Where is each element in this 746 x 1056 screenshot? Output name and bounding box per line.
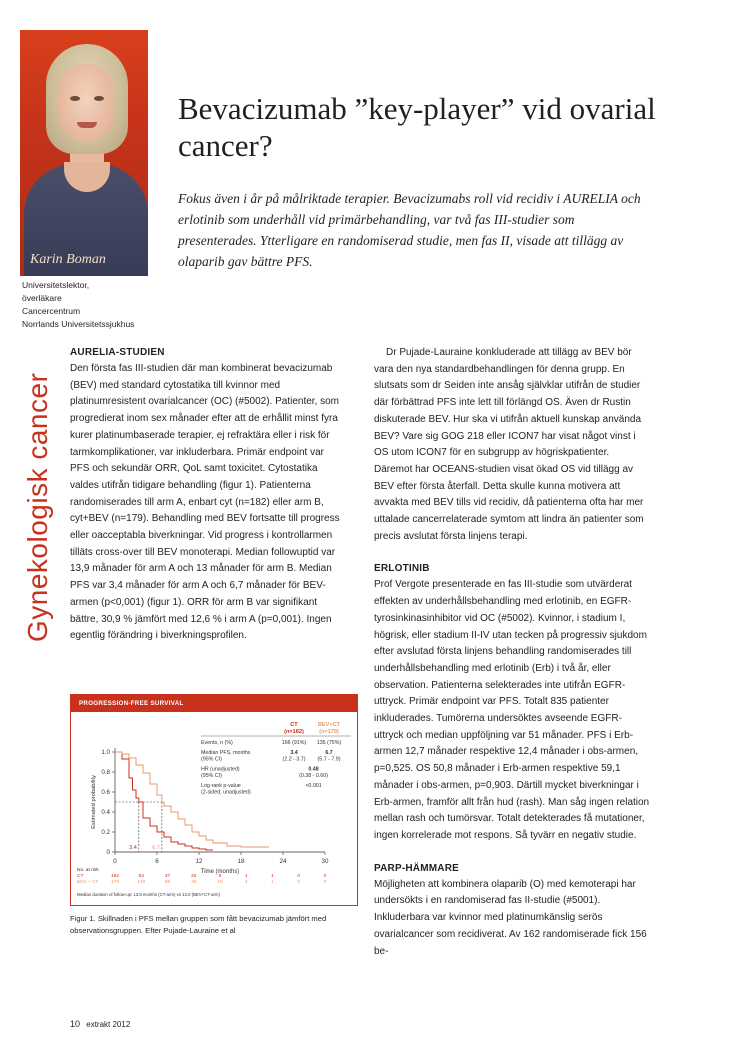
at-risk-value: 140 bbox=[137, 880, 146, 885]
at-risk-value: 4 bbox=[244, 880, 248, 885]
table-cell: (5.7 - 7.9) bbox=[317, 756, 341, 763]
body-paragraph: Prof Vergote presenterade en fas III-studie som utvärderat effekten av underhållsbehandling med erlotinib, en EGFR-tyrosinkinasinhibitor vid OC (#5002). Kvinnor, i stadium I, högrisk, eller stadium II-IV utan tecken på progressiv sjukdom efter avslutad första linjens behandling randomiserades till underhållsbehandling med erlotinib (Erb) i två år, eller observation. Patienterna selekterades inte utifrån EGFR-uttryck. Primär endpoint var PFS. Totalt 835 patienter inkluderades. Tumörerna undersöktes avseende EGFR-uttryck och median uppföljning var 51 månader. PFS i Erb-armen 12,7 månader respektive 12,4 månader i obs-armen, p=0,525. OS 50,8 månader i Erb-armen respektive 59,1 månader i obs-armen, p=0,903. Därtill mycket biverkningar i Erb-armen, framför allt från hud (rash). Man såg ingen relation mellan rash och tumörsvar. Totalt detekterades få mutationer, ingen korrelerade mot respons. Så tyvärr en negativ studie. bbox=[374, 579, 650, 841]
y-axis-label: Estimated probability bbox=[91, 775, 97, 829]
page-title: Bevacizumab ”key-player” vid ovarial cancer? bbox=[178, 91, 656, 163]
table-cell: 135 (75%) bbox=[316, 740, 342, 746]
table-row-label: (2-sided, unadjusted) bbox=[201, 789, 251, 796]
at-risk-value: 1 bbox=[244, 874, 248, 879]
series-line-ct bbox=[115, 752, 213, 850]
at-risk-value: 1 bbox=[271, 880, 274, 885]
left-column bbox=[70, 345, 346, 645]
at-risk-value: 0 bbox=[297, 874, 301, 879]
at-risk-value: 49 bbox=[191, 880, 197, 885]
author-name: Karin Boman bbox=[30, 252, 106, 267]
at-risk-value: 0 bbox=[323, 880, 327, 885]
at-risk-value: 18 bbox=[217, 880, 223, 885]
y-tick-label: 0.4 bbox=[101, 809, 110, 817]
table-col-header: (n=182) bbox=[284, 729, 304, 735]
y-tick-label: 0.2 bbox=[101, 829, 110, 837]
at-risk-value: 37 bbox=[164, 874, 171, 879]
table-cell: (0.38 - 0.60) bbox=[299, 773, 328, 779]
figure-header: PROGRESSION-FREE SURVIVAL bbox=[71, 695, 357, 712]
at-risk-value: 63 bbox=[138, 874, 144, 879]
x-axis-label: Time (months) bbox=[200, 869, 240, 875]
table-row-label: Events, n (%) bbox=[201, 740, 233, 746]
at-risk-value: 20 bbox=[191, 874, 197, 879]
x-tick-label: 30 bbox=[321, 858, 329, 865]
at-risk-value: 1 bbox=[271, 874, 274, 879]
pfs-figure bbox=[70, 694, 358, 906]
table-row-label: (95% CI) bbox=[201, 773, 222, 779]
series-line-bev-ct bbox=[115, 752, 269, 847]
chart-note: Median duration of follow-up: 13.9 months (CT-arm) vs 13.0 (BEV+CT-arm) bbox=[77, 892, 220, 897]
section-heading: AURELIA-STUDIEN bbox=[70, 347, 165, 358]
table-row-label: Log-rank p-value bbox=[201, 783, 241, 789]
y-tick-label: 0 bbox=[106, 849, 110, 857]
lead-paragraph: Fokus även i år på målriktade terapier. Bevacizumabs roll vid recidiv i AURELIA och erlotinib som underhåll vid primärbehandling, var två fas III-studier som presenterades. Ytterligare en randomiserad studie, men fas II, visade att tillägg av olaparib gav bättre PFS. bbox=[178, 191, 641, 269]
table-cell: (2.2 - 3.7) bbox=[282, 756, 306, 763]
body-paragraph: Möjligheten att kombinera olaparib (O) med kemoterapi har undersökts i en randomiserad fas II-studie (#5001). Inkluderbara var kvinnor med platinumkänslig serös ovarialcancer som recidiverat. Av 162 randomiserade fick 156 be- bbox=[374, 878, 647, 957]
table-col-header: (n=179) bbox=[319, 729, 339, 735]
median-label: 3.4 bbox=[129, 845, 137, 851]
table-row-label: (95% CI) bbox=[201, 756, 222, 763]
table-col-header: BEV+CT bbox=[317, 722, 341, 728]
author-photo bbox=[20, 30, 148, 276]
section-heading: PARP-HÄMMARE bbox=[374, 862, 459, 874]
table-cell: <0.001 bbox=[305, 783, 322, 789]
author-info-line: Universitetslektor, bbox=[22, 280, 90, 290]
author-info-line: Norrlands Universitetssjukhus bbox=[22, 319, 135, 329]
x-tick-label: 6 bbox=[155, 858, 159, 865]
pfs-chart bbox=[71, 712, 357, 905]
at-risk-value: 0 bbox=[297, 880, 301, 885]
body-paragraph: Den första fas III-studien där man kombinerat bevacizumab (BEV) med standard cytostatika till kvinnor med platinumresistent ovarialcancer (OC) (#5002). Patienter, som progredierat inom sex månader efter att de erhållit minst fyra kurer platinumbaserade terapier, ej refraktära eller i risk för tarmkomplikationer, var inkluderbara. Primär endpoint var PFS och sekundär ORR, QoL samt toxicitet. Cytostatika valdes utifrån tidigare behandling (figur 1). Patienterna randomiserades till arm A, enbart cyt (n=182) eller arm B, cyt+BEV (n=179). Behandling med BEV fortsatte till progress eller oacceptabla biverkningar. Vid progress i kontrollarmen tilläts cross-over till BEV monoterapi. Median followuptid var 13,9 månader för arm A och 13 månader för arm B. Median PFS var 3,4 månader för arm A och 6,7 månader för BEV-armen (p<0,001) (figur 1). ORR för arm B var signifikant bättre, 30,9 % jämfört med 12,6 % i arm A (p=0,001). Ingen egentlig förändring i biverkningsprofilen. bbox=[70, 363, 340, 642]
at-risk-value: 8 bbox=[218, 874, 222, 879]
table-cell: 166 (91%) bbox=[281, 740, 307, 746]
figure-caption: Figur 1. Skillnaden i PFS mellan gruppen som fått bevacizumab jämfört med observationsgruppen. Efter Pujade-Lauraine et al bbox=[70, 914, 327, 935]
body-paragraph: Dr Pujade-Lauraine konkluderade att tillägg av BEV bör vara den nya standardbehandlingen för denna grupp. En slutsats som dr Seiden inte ansåg självklar utifrån de studier där förbättrad PFS inte lett till förlängd OS. Även dr Rustin diskuterade BEV. Hur ska vi utifrån aktuell kunskap använda BEV? Vare sig GOG 218 eller ICON7 har visat något vinst i OS utom ICON7 för en subgrupp av högriskpatienter. Däremot har OCEANS-studien visat ökad OS vid tillägg av BEV efter första återfall. Detta skulle kunna motivera att avvakta med BEV tills vid recidiv, då patienterna ofta har mer uttalade cancerrelaterade symtom att lindra än patienter som precis avslutat första linjens terapi. bbox=[374, 347, 644, 542]
page-number: 10 bbox=[70, 1019, 81, 1029]
right-column bbox=[374, 345, 650, 960]
table-cell: 0.48 bbox=[308, 766, 319, 773]
author-info bbox=[22, 279, 134, 331]
table-col-header: CT bbox=[290, 722, 298, 728]
table-cell: 3.4 bbox=[290, 750, 298, 756]
table-row-label: Median PFS, months bbox=[201, 750, 251, 756]
author-info-line: överläkare bbox=[22, 293, 62, 303]
section-label: Gynekologisk cancer bbox=[22, 372, 53, 642]
y-tick-label: 0.6 bbox=[101, 789, 110, 797]
section-heading: ERLOTINIB bbox=[374, 563, 430, 575]
at-risk-value: 0 bbox=[323, 874, 327, 879]
at-risk-row-name: CT bbox=[77, 874, 84, 879]
median-label: 6.7 bbox=[152, 845, 160, 851]
journal-name: extrakt 2012 bbox=[86, 1020, 131, 1029]
x-tick-label: 18 bbox=[237, 858, 245, 865]
at-risk-label: No. at risk bbox=[77, 868, 99, 873]
y-tick-label: 1.0 bbox=[101, 749, 110, 757]
table-cell: 6.7 bbox=[325, 750, 333, 756]
x-tick-label: 24 bbox=[279, 858, 287, 865]
at-risk-row-name: BEV + CT bbox=[77, 880, 99, 885]
x-tick-label: 0 bbox=[113, 858, 117, 865]
y-tick-label: 0.8 bbox=[101, 769, 110, 777]
at-risk-value: 179 bbox=[110, 880, 120, 885]
at-risk-value: 88 bbox=[164, 880, 171, 885]
at-risk-value: 182 bbox=[110, 874, 120, 879]
author-info-line: Cancercentrum bbox=[22, 306, 81, 316]
table-row-label: HR (unadjusted) bbox=[201, 766, 240, 773]
page-footer bbox=[70, 1019, 130, 1029]
x-tick-label: 12 bbox=[195, 858, 203, 865]
